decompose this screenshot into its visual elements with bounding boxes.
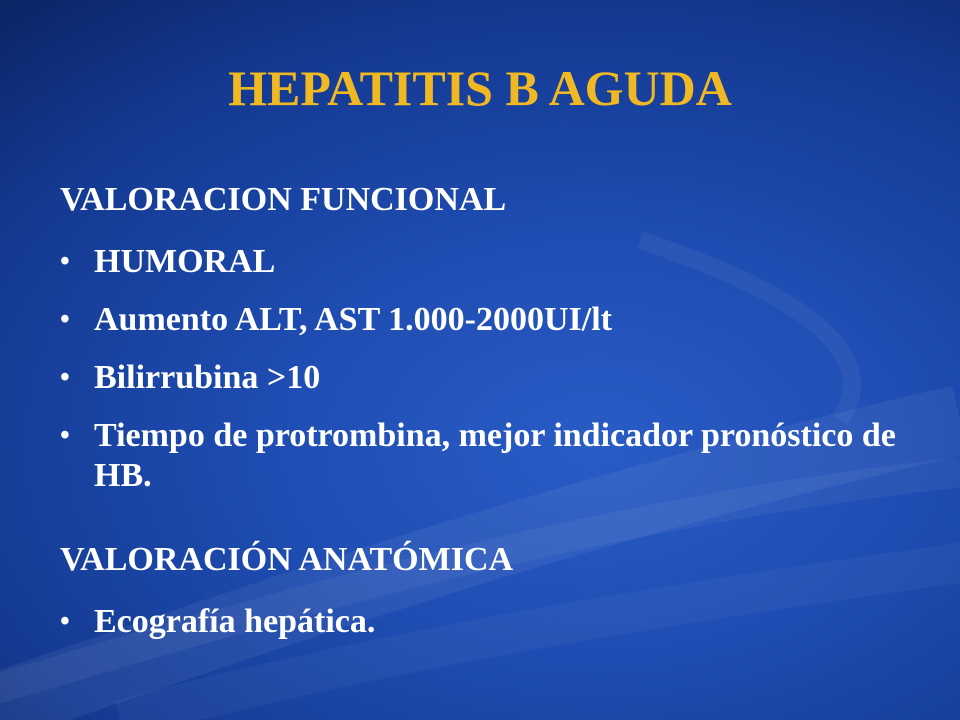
slide-title: HEPATITIS B AGUDA (228, 60, 732, 116)
section-heading-funcional: VALORACION FUNCIONAL (60, 181, 507, 218)
bullet-icon: • (60, 304, 70, 335)
bullet-text: HUMORAL (94, 243, 276, 280)
bullet-text: Tiempo de protrombina, mejor indicador pronóstico de HB. (94, 417, 896, 494)
bullet-text: Bilirrubina >10 (94, 359, 321, 396)
bullet-item (60, 602, 940, 642)
bullet-icon: • (60, 362, 70, 393)
bullet-list-funcional (60, 242, 940, 514)
bullet-item (60, 300, 940, 340)
bullet-icon: • (60, 606, 70, 637)
bullet-item (60, 416, 940, 496)
bullet-icon: • (60, 420, 70, 451)
bullet-item (60, 358, 940, 398)
bullet-item (60, 242, 940, 282)
bullet-list-anatomica (60, 602, 940, 660)
bullet-text: Ecografía hepática. (94, 603, 376, 640)
bullet-text: Aumento ALT, AST 1.000-2000UI/lt (94, 301, 612, 338)
section-heading-anatomica: VALORACIÓN ANATÓMICA (60, 541, 514, 578)
bullet-icon: • (60, 246, 70, 277)
